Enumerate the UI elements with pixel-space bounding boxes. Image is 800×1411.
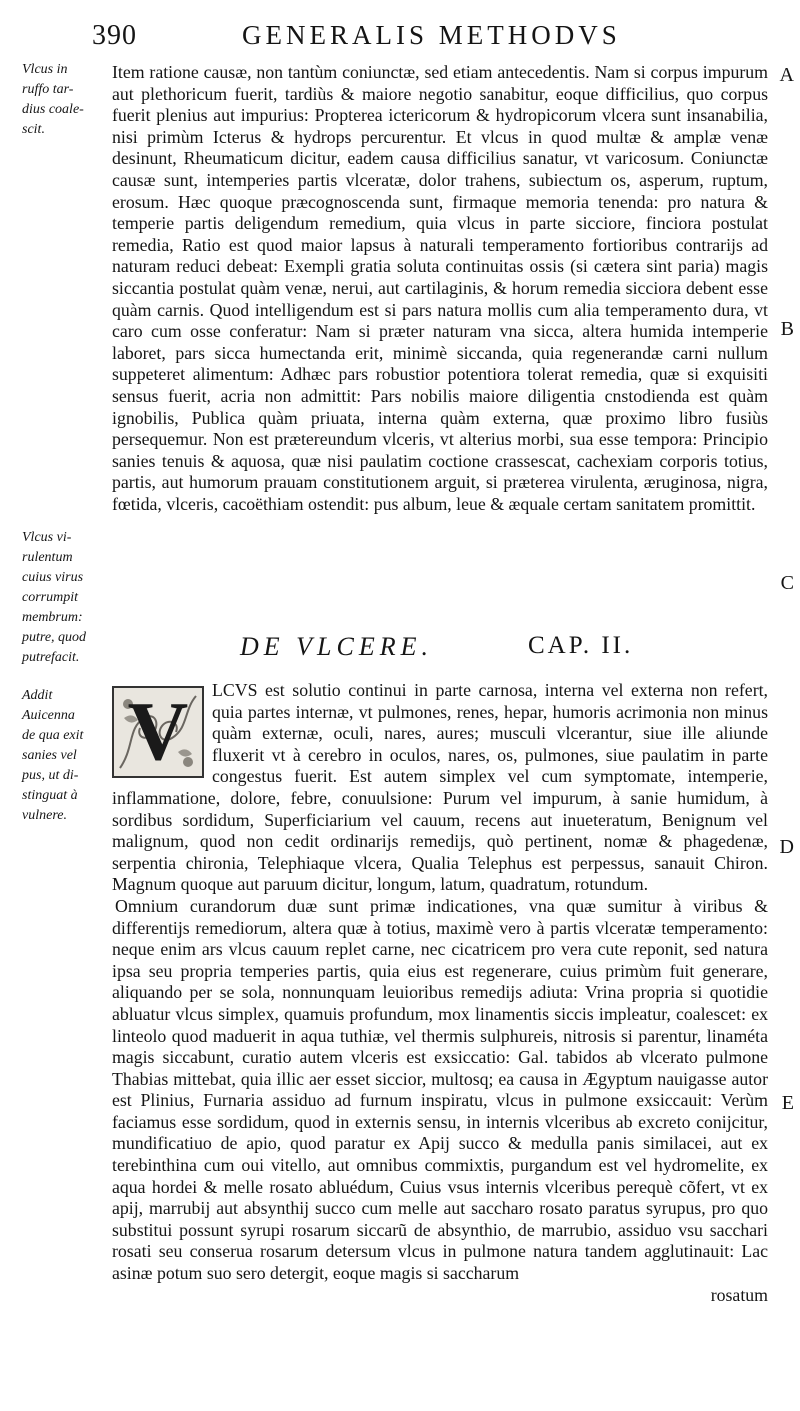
running-head: GENERALIS METHODVS (242, 20, 621, 50)
section-letter: C (780, 572, 794, 594)
chapter-title: DE VLCERE. (240, 632, 433, 661)
section-letter: E (781, 1092, 794, 1114)
section-letter: D (779, 836, 794, 858)
section-letter: A (779, 64, 794, 86)
catchword: rosatum (710, 1284, 768, 1305)
page-number: 390 (92, 20, 137, 51)
margin-note: Vlcus vi- rulentum cuius virus corrumpit membrum: putre, quod putrefacit. (22, 530, 87, 665)
page-header (92, 18, 732, 58)
body-paragraph: Omnium curandorum duæ sunt primæ indicationes, vna quæ sumitur à viribus & differentijs remediorum, altera quæ à totius, maximè vero à partis vlceratæ temperamento: neque enim ars vlcus cauum replet carne, nec cicatricem pro vera cute reponit, sed natura ipsa seu propria temperies partis, quia eius est regenerare, cuius primùm fuit generare, aliquando per se sola, nonnunquam leuioribus remedijs adiuta: Vrina propria si quotidie abluatur vlcus simplex, quamuis profundum, mox linamentis siccis impleatur, coalescet: ex linteolo quod maduerit in aqua tuthiæ, vel thermis sulphureis, nitrosis si parentur, linaméta magis siccabunt, curatio autem vlceris est exsiccatio: Gal. tabidos ab vlcerato pulmone Thabias mittebat, quia illic aer esset siccior, multosq; ea causa in Ægyptum nauigasse autor est Plinius, Furnaria assiduo ad furnum inspiratu, vlcus in pulmone exsiccauit: Verùm faciamus esse sordidum, quod in externis sensu, in internis vlceribus ab excreto conijcitur, mundificatiuo de apio, quod paratur ex Apij succo & medulla panis similacei, aut ex terebinthina cum oui vitello, aut omnibus commixtis, purgandum est vel hydromelite, ex aqua hordei & melle rosato abluédum, Cuius vsus internis vlceribus perequè cõfert, vt ex apij, marrubij aut absynthij succo cum melle aut saccharo rosato paratus syrupus, pro quo substitui possunt syrupi rosarum siccarũ de absynthio, de marrubio, assiduo vsu sacchari rosati seu conserua rosarum detersum vlcus in pulmone natura tandem agglutinauit: Lac asinæ potum suo sero detergit, eoque magis si saccharum (112, 895, 768, 1284)
margin-note: Addit Auicenna de qua exit sanies vel pus, ut di- stinguat à vulnere. (22, 688, 84, 823)
section-letter: B (780, 318, 794, 340)
text-block-2 (112, 680, 768, 1306)
margin-note: Vlcus in ruffo tar- dius coale- scit. (22, 62, 84, 137)
drop-cap (112, 686, 204, 778)
body-paragraph: Item ratione causæ, non tantùm coniunctæ, sed etiam antecedentis. Nam si corpus impurum aut plethoricum fuerit, tardiùs & maiore negotio sanabitur, eoque difficilius, quo corpus fuerit plenius aut impurius: Propterea ictericorum & hydropicorum vlcera sunt insanabilia, nisi primùm Icterus & hydrops percurentur. Et vlcus in quod multæ & amplæ venæ desinunt, Rheumaticum dicitur, eadem causa difficilius sanatur, vt varicosum. Coniunctæ causæ sunt, intemperies partis vlceratæ, dolor trahens, subiectum os, asperum, ruptum, erosum. Hæc quoque præcognoscenda sunt, firmaque memoria tenenda: pro natura & temperie partis deligendum remedium, quia vlcus in parte sicciore, finciora postulat remedia, Ratio est quod maior lapsus à naturali temperamento fortioribus contrarijs ad naturam reduci debeat: Exempli gratia soluta continuitas ossis (si cætera sint paria) magis siccantia postulat quàm venæ, nerui, aut cartilaginis, & horum remedia sicciora debent esse quàm carnis. Quod intelligendum est si pars natura mollis cum alia temperamento dura, vt caro cum osse conferatur: Nam si præter naturam vna sicca, altera humida intemperie laboret, pars sicca humectanda erit, minimè siccanda, quia regenerandæ carni nullum suppeteret alimentum: Adhæc pars robustior potentiora tolerat remedia, quæ si exquisiti sensus fuerit, acria non admittit: Pars nobilis maiore diligentia cnstodienda est quàm ignobilis, Publica quàm priuata, interna quàm externa, quæ proximo libro fusiùs persequemur. Non est prætereundum vlceris, vt alterius morbi, sua esse tempora: Principio sanies tenuis & aquosa, quæ nisi paulatim coctione crassescat, cachexiam corporis totius, partis, aut humorum prauam constitutionem arguit, si præterea virulenta, æruginosa, nigra, fœtida, vlceris, cacoëthiam ostendit: pus album, leue & æquale certam sanitatem promittit. (112, 62, 768, 514)
chapter-heading (240, 632, 700, 668)
drop-cap-letter: V (127, 685, 189, 778)
body-paragraph: LCVS est solutio continui in parte carnosa, interna vel externa non refert, quia partes internæ, vt pulmones, renes, hepar, humoris acrimonia non minus quàm externæ, oculi, nares, aures; musculi vlcerantur, siue ille aliunde fluxerit vt à cerebro in oculos, nares, os, pulmones, siue paulatim in parte congestus fuerit. Est autem simplex vel cum symptomate, intemperie, inflammatione, dolore, febre, conuulsione: Purum vel impurum, à sanie humidum, à sordibus sordidum, Superficiarium vel cauum, recens aut inueteratum, Benignum vel malignum, quod non cedit ordinarijs remedijs, quò pertinent, nomæ & phagedenæ, serpentia chironia, Telephiaque vlcera, Qualia Telephus est perpessus, sanauit Chiron. Magnum quoque aut paruum dicitur, longum, latum, quadratum, rotundum. (112, 680, 768, 895)
text-block-1 (112, 62, 768, 515)
chapter-number: CAP. II. (528, 632, 634, 659)
